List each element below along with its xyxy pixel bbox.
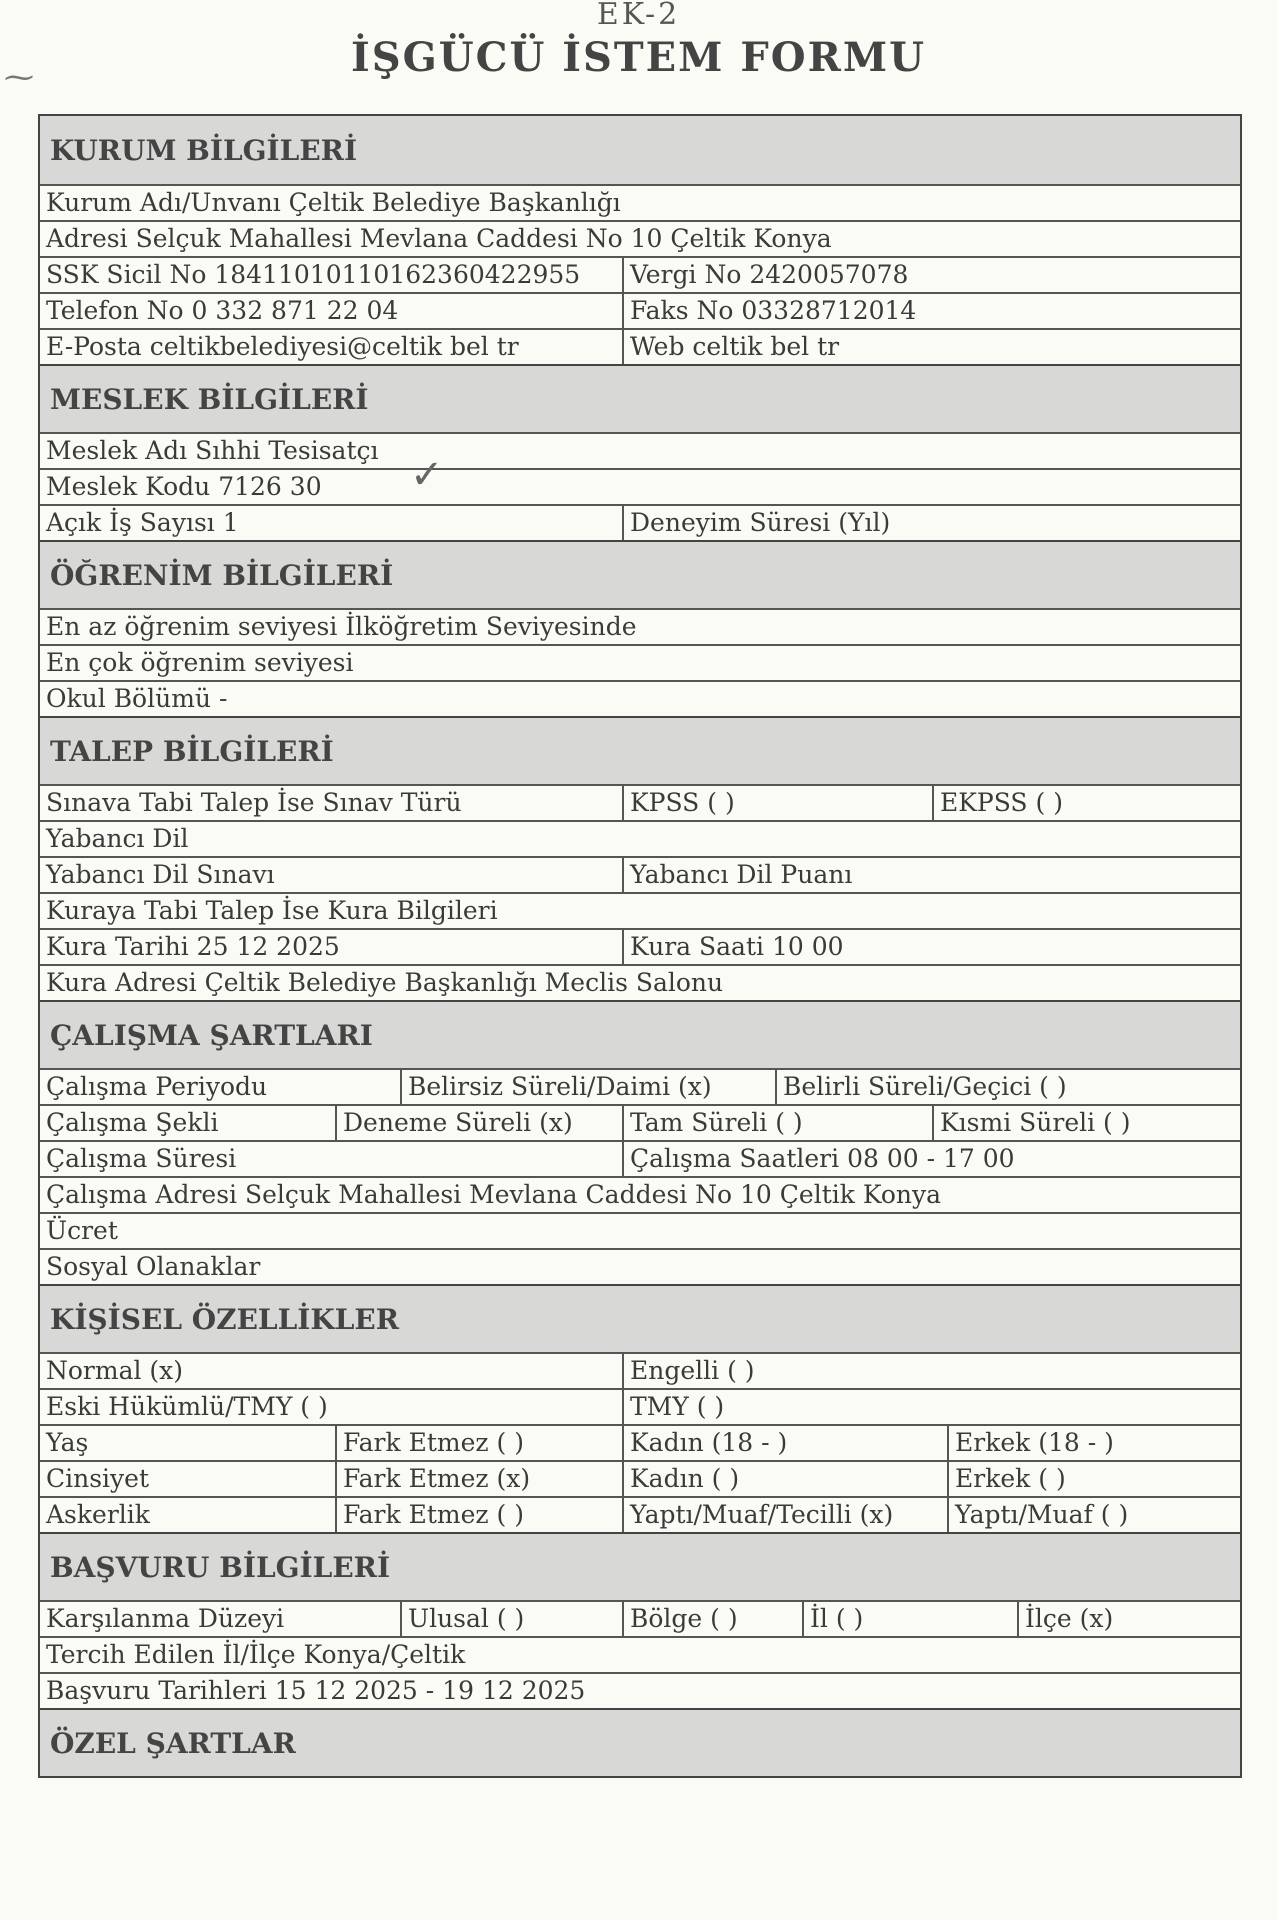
basvuru-tercih: Tercih Edilen İl/İlçe Konya/Çeltik [46,1640,466,1669]
kisisel-engelli: Engelli ( ) [622,1354,1240,1388]
section-kisisel: KİŞİSEL ÖZELLİKLER [40,1284,1240,1352]
form-title: İŞGÜCÜ İSTEM FORMU [351,34,926,81]
form-table [38,114,1242,1778]
kisisel-cinsiyet-fark: Fark Etmez (x) [335,1462,622,1496]
calisma-deneme: Deneme Süreli (x) [335,1106,622,1140]
talep-kura-saati: Kura Saati 10 00 [622,930,1240,964]
section-calisma: ÇALIŞMA ŞARTLARI [40,1000,1240,1068]
kisisel-yas-erkek: Erkek (18 - ) [947,1426,1240,1460]
basvuru-tarihler: Başvuru Tarihleri 15 12 2025 - 19 12 2025 [46,1676,586,1705]
section-meslek: MESLEK BİLGİLERİ [40,364,1240,432]
kisisel-yas-fark: Fark Etmez ( ) [335,1426,622,1460]
meslek-acik-is: Açık İş Sayısı 1 [46,508,239,537]
kurum-vergi: Vergi No 2420057078 [622,258,1240,292]
kisisel-askerlik-yapti-tecilli: Yaptı/Muaf/Tecilli (x) [622,1498,947,1532]
talep-kura-tarihi: Kura Tarihi 25 12 2025 [46,932,340,961]
kisisel-askerlik: Askerlik [46,1500,150,1529]
kurum-adres: Adresi Selçuk Mahallesi Mevlana Caddesi No 10 Çeltik Konya [46,224,832,253]
kurum-telefon: Telefon No 0 332 871 22 04 [46,296,399,325]
section-ogrenim: ÖĞRENİM BİLGİLERİ [40,540,1240,608]
calisma-periyod: Çalışma Periyodu [46,1072,268,1101]
section-ozel: ÖZEL ŞARTLAR [40,1708,1240,1776]
basvuru-ilce: İlçe (x) [1017,1602,1240,1636]
kurum-ad: Kurum Adı/Unvanı Çeltik Belediye Başkanlığı [46,188,621,217]
talep-ekpss: EKPSS ( ) [932,786,1240,820]
kisisel-normal: Normal (x) [46,1356,184,1385]
check-mark-icon: ✓ [410,452,444,498]
talep-kpss: KPSS ( ) [622,786,932,820]
basvuru-il: İl ( ) [802,1602,1017,1636]
basvuru-bolge: Bölge ( ) [622,1602,802,1636]
calisma-belirsiz: Belirsiz Süreli/Daimi (x) [400,1070,775,1104]
kisisel-cinsiyet-kadin: Kadın ( ) [622,1462,947,1496]
calisma-saatler: Çalışma Saatleri 08 00 - 17 00 [622,1142,1240,1176]
annex-label: EK-2 [596,0,681,32]
basvuru-karsilanma: Karşılanma Düzeyi [46,1604,285,1633]
ogrenim-okul: Okul Bölümü - [46,684,228,713]
ogrenim-en-cok: En çok öğrenim seviyesi [46,648,354,677]
kisisel-askerlik-fark: Fark Etmez ( ) [335,1498,622,1532]
section-kurum: KURUM BİLGİLERİ [40,116,1240,184]
kurum-faks: Faks No 03328712014 [622,294,1240,328]
kisisel-askerlik-yapti: Yaptı/Muaf ( ) [947,1498,1240,1532]
kurum-eposta: E-Posta celtikbelediyesi@celtik bel tr [46,332,519,361]
kisisel-cinsiyet-erkek: Erkek ( ) [947,1462,1240,1496]
section-basvuru: BAŞVURU BİLGİLERİ [40,1532,1240,1600]
kisisel-cinsiyet: Cinsiyet [46,1464,150,1493]
calisma-belirli: Belirli Süreli/Geçici ( ) [775,1070,1240,1104]
talep-yabanci-dil-puani: Yabancı Dil Puanı [622,858,1240,892]
margin-mark-icon: ⁓ [4,60,34,95]
meslek-ad: Meslek Adı Sıhhi Tesisatçı [46,436,379,465]
kisisel-eski-hukumlu: Eski Hükümlü/TMY ( ) [46,1392,328,1421]
calisma-ucret: Ücret [46,1216,118,1245]
talep-kura-adresi: Kura Adresi Çeltik Belediye Başkanlığı Meclis Salonu [46,968,724,997]
ogrenim-en-az: En az öğrenim seviyesi İlköğretim Seviyesinde [46,612,637,641]
kisisel-tmy: TMY ( ) [622,1390,1240,1424]
kurum-web: Web celtik bel tr [622,330,1240,364]
calisma-sosyal: Sosyal Olanaklar [46,1252,261,1281]
talep-yabanci-dil: Yabancı Dil [46,824,189,853]
kisisel-yas: Yaş [46,1428,89,1457]
kisisel-yas-kadin: Kadın (18 - ) [622,1426,947,1460]
basvuru-ulusal: Ulusal ( ) [400,1602,622,1636]
calisma-sure: Çalışma Süresi [46,1144,237,1173]
meslek-kod: Meslek Kodu 7126 30 [46,472,322,501]
talep-kura-bilgileri: Kuraya Tabi Talep İse Kura Bilgileri [46,896,498,925]
talep-sinav-turu: Sınava Tabi Talep İse Sınav Türü [46,788,462,817]
calisma-adres: Çalışma Adresi Selçuk Mahallesi Mevlana Caddesi No 10 Çeltik Konya [46,1180,942,1209]
calisma-tam: Tam Süreli ( ) [622,1106,932,1140]
section-talep: TALEP BİLGİLERİ [40,716,1240,784]
talep-yabanci-dil-sinavi: Yabancı Dil Sınavı [46,860,275,889]
kurum-ssk: SSK Sicil No 18411010110162360422955 [46,260,581,289]
calisma-kismi: Kısmi Süreli ( ) [932,1106,1240,1140]
meslek-deneyim: Deneyim Süresi (Yıl) [622,506,1240,540]
calisma-sekil: Çalışma Şekli [46,1108,219,1137]
